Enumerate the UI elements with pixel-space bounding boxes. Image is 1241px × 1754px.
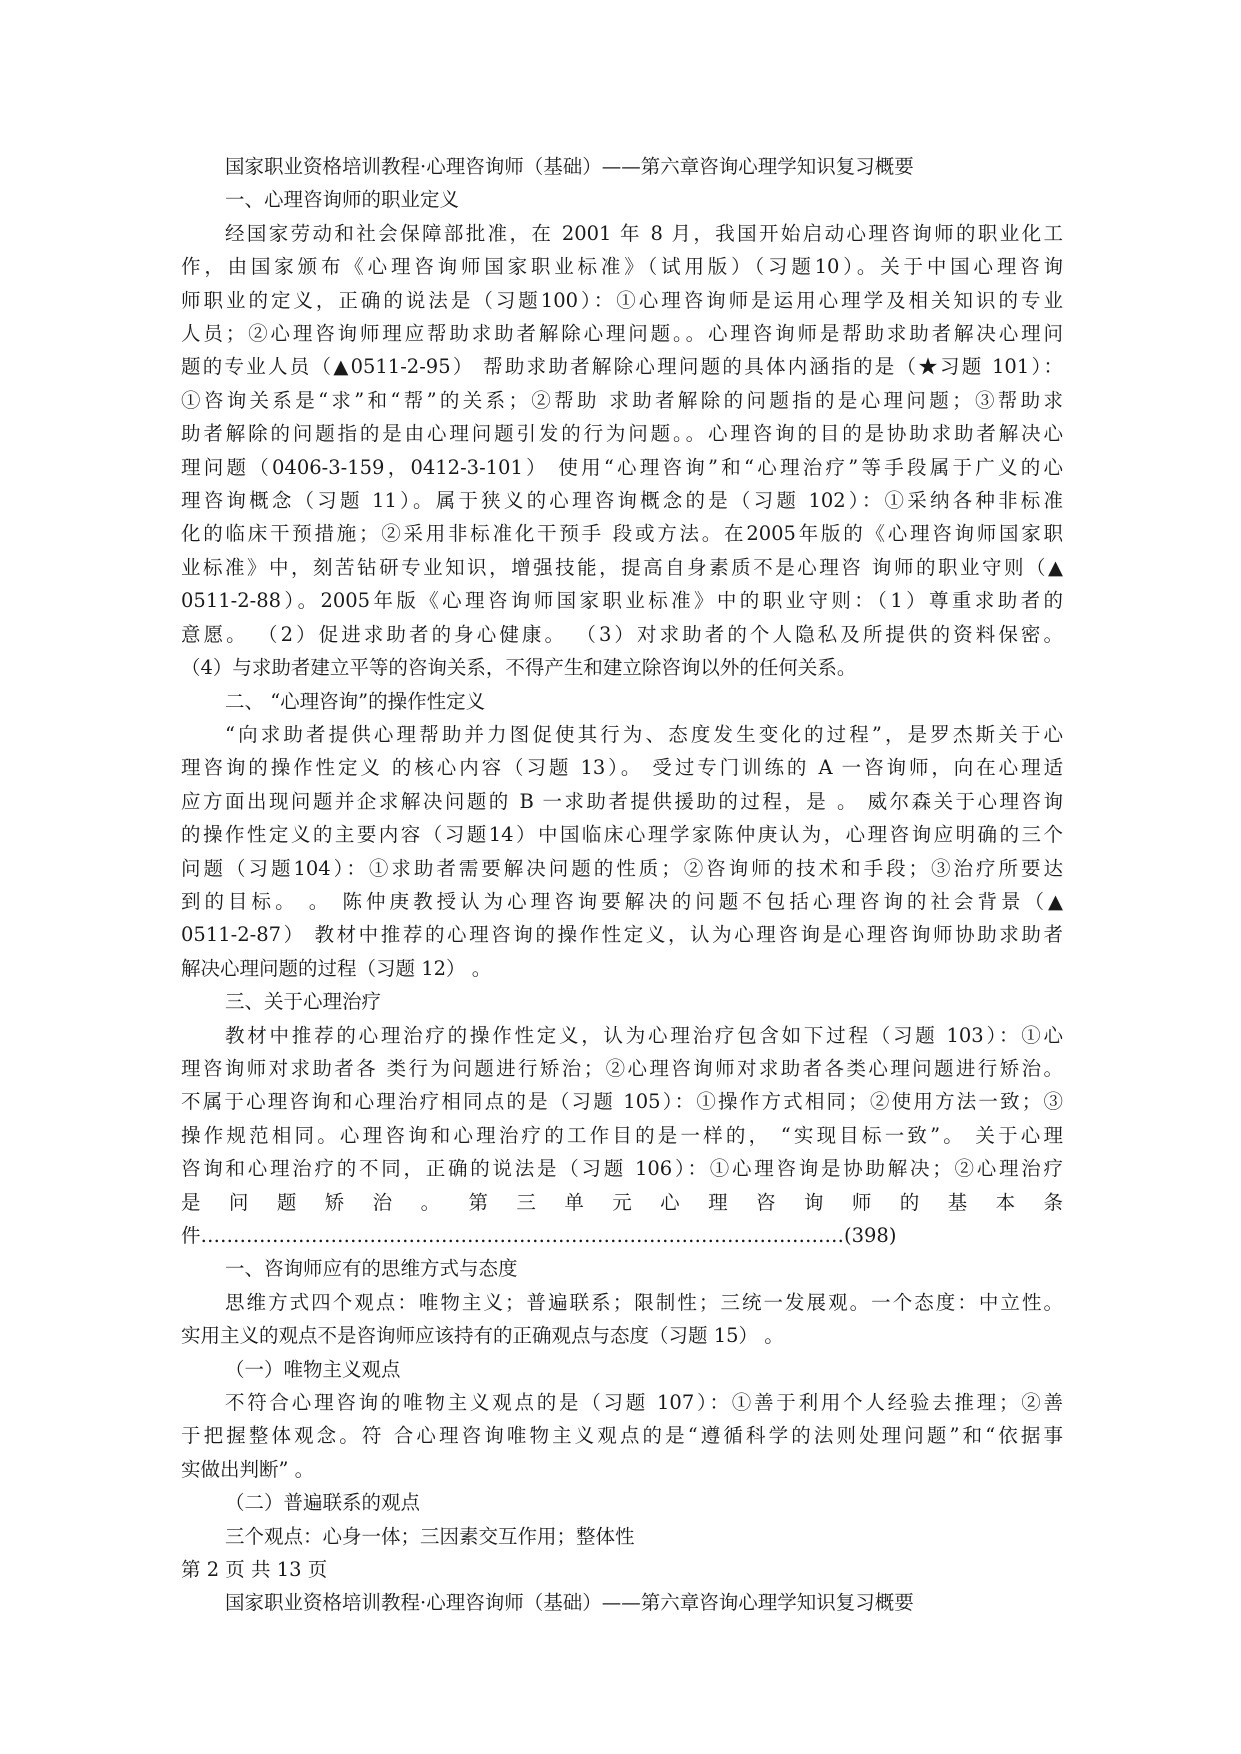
text-line: 业标准》中，刻苦钻研专业知识，增强技能，提高自身素质不是心理咨 询师的职业守则（▲ <box>181 555 1063 579</box>
text-line: 实用主义的观点不是咨询师应该持有的正确观点与态度（习题 15） 。 <box>181 1324 784 1348</box>
text-line: 化的临床干预措施；②采用非标准化干预手 段或方法。在2005年版的《心理咨询师国家职 <box>181 522 1063 546</box>
text-line: 不符合心理咨询的唯物主义观点的是（习题 107）：①善于利用个人经验去推理；②善 <box>225 1391 1063 1415</box>
text-line: 三个观点：心身一体；三因素交互作用；整体性 <box>225 1524 635 1548</box>
text-line: 咨询和心理治疗的不同，正确的说法是（习题 106）：①心理咨询是协助解决；②心理治疗 <box>181 1157 1063 1181</box>
text-line: （二）普遍联系的观点 <box>225 1491 421 1515</box>
text-line: 理咨询概念（习题 11）。属于狭义的心理咨询概念的是（习题 102）：①采纳各种非标准 <box>181 489 1063 513</box>
text-line: 师职业的定义，正确的说法是（习题100）：①心理咨询师是运用心理学及相关知识的专业 <box>181 288 1063 312</box>
text-line: 于把握整体观念。符 合心理咨询唯物主义观点的是“遵循科学的法则处理问题”和“依据事 <box>181 1424 1063 1448</box>
text-line: 二、 “心理咨询”的操作性定义 <box>225 689 486 713</box>
text-line: 不属于心理咨询和心理治疗相同点的是（习题 105）：①操作方式相同；②使用方法一致；③ <box>181 1090 1063 1114</box>
text-line: 是 问 题 矫 治 。 第 三 单 元 心 理 咨 询 师 的 基 本 条 <box>181 1190 1063 1214</box>
text-line: 操作规范相同。心理咨询和心理治疗的工作目的是一样的， “实现目标一致”。 关于心理 <box>181 1123 1063 1147</box>
text-line: 思维方式四个观点：唯物主义；普遍联系；限制性；三统一发展观。一个态度：中立性。 <box>225 1290 1063 1314</box>
text-line: 题的专业人员（▲0511-2-95） 帮助求助者解除心理问题的具体内涵指的是（★习题 101）： <box>181 355 1063 379</box>
text-line: 经国家劳动和社会保障部批准，在 2001 年 8 月，我国开始启动心理咨询师的职业化工 <box>225 221 1063 245</box>
text-line: 国家职业资格培训教程·心理咨询师（基础）——第六章咨询心理学知识复习概要 <box>225 1591 914 1615</box>
text-line: 意愿。 （2）促进求助者的身心健康。 （3）对求助者的个人隐私及所提供的资料保密。 <box>181 622 1063 646</box>
text-line: 第 2 页 共 13 页 <box>181 1558 328 1582</box>
text-line: “向求助者提供心理帮助并力图促使其行为、态度发生变化的过程”，是罗杰斯关于心 <box>225 722 1063 746</box>
text-line: 理咨询师对求助者各 类行为问题进行矫治；②心理咨询师对求助者各类心理问题进行矫治。 <box>181 1056 1063 1080</box>
text-line: 国家职业资格培训教程·心理咨询师（基础）——第六章咨询心理学知识复习概要 <box>225 155 914 178</box>
text-line: 助者解除的问题指的是由心理问题引发的行为问题。。心理咨询的目的是协助求助者解决心 <box>181 422 1063 446</box>
text-line: 0511-2-87） 教材中推荐的心理咨询的操作性定义，认为心理咨询是心理咨询师协助求助者 <box>181 923 1063 947</box>
text-line: 一、心理咨询师的职业定义 <box>225 188 460 212</box>
text-line: （一）唯物主义观点 <box>225 1357 401 1381</box>
text-line: 0511-2-88）。2005年版《心理咨询师国家职业标准》中的职业守则：（1）尊重求助者的 <box>181 589 1063 613</box>
text-line: 人员；②心理咨询师理应帮助求助者解除心理问题。。心理咨询师是帮助求助者解决心理问 <box>181 322 1063 346</box>
text-line: 的操作性定义的主要内容（习题14）中国临床心理学家陈仲庚认为，心理咨询应明确的三个 <box>181 823 1063 847</box>
text-line: 到的目标。 。 陈仲庚教授认为心理咨询要解决的问题不包括心理咨询的社会背景（▲ <box>181 889 1063 913</box>
text-line: 解决心理问题的过程（习题 12） 。 <box>181 956 492 980</box>
text-line: 问题（习题104）：①求助者需要解决问题的性质；②咨询师的技术和手段；③治疗所要达 <box>181 856 1063 880</box>
text-line: 实做出判断” 。 <box>181 1457 315 1481</box>
text-line: ①咨询关系是“求”和“帮”的关系；②帮助 求助者解除的问题指的是心理问题；③帮助求 <box>181 388 1063 412</box>
text-line: 教材中推荐的心理治疗的操作性定义，认为心理治疗包含如下过程（习题 103）：①心 <box>225 1023 1063 1047</box>
text-line: 作，由国家颁布《心理咨询师国家职业标准》（试用版）（习题10）。关于中国心理咨询 <box>181 255 1063 279</box>
text-line: 三、关于心理治疗 <box>225 990 382 1014</box>
text-line: 理咨询的操作性定义 的核心内容（习题 13）。 受过专门训练的 A 一咨询师，向在心理适 <box>181 756 1063 780</box>
text-line: 应方面出现问题并企求解决问题的 B 一求助者提供援助的过程，是 。 威尔森关于心理咨询 <box>181 789 1063 813</box>
text-line: （4）与求助者建立平等的咨询关系，不得产生和建立除咨询以外的任何关系。 <box>181 656 857 680</box>
text-line: 理问题（0406-3-159，0412-3-101） 使用“心理咨询”和“心理治疗”等手段属于广义的心 <box>181 455 1063 479</box>
text-line: 一、咨询师应有的思维方式与态度 <box>225 1257 518 1281</box>
text-line: 件………………………………………………………………………………………(398) <box>181 1224 897 1247</box>
